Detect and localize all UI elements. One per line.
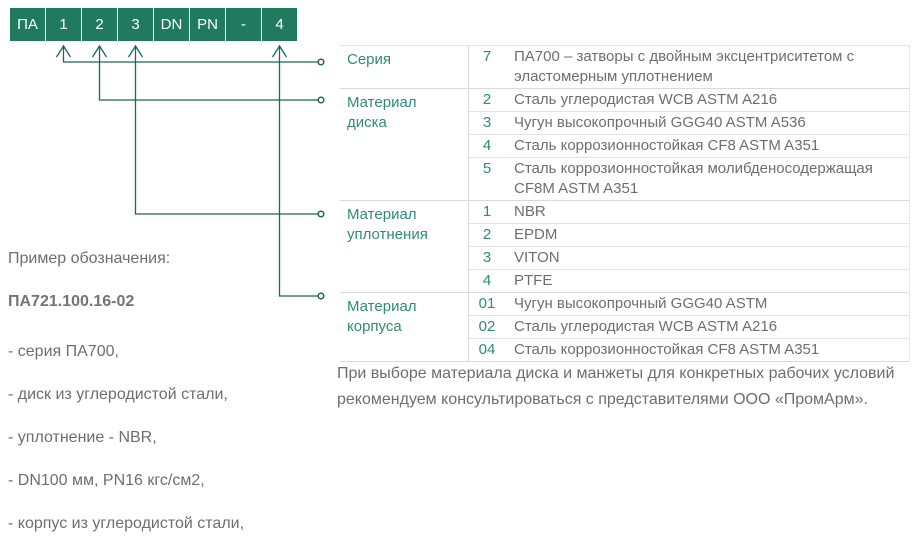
- table-row: [469, 269, 909, 292]
- example-block: [8, 249, 328, 557]
- example-item: - DN100 мм, PN16 кгс/см2,: [8, 472, 205, 489]
- spec-group: [340, 293, 909, 362]
- row-code: 2: [482, 91, 492, 108]
- connector-endpoint-dot: [318, 59, 324, 65]
- group-rows: [468, 201, 909, 292]
- row-code: 7: [482, 48, 492, 65]
- table-row: [469, 338, 909, 361]
- code-box-DN: DN: [154, 8, 189, 41]
- row-code: 1: [482, 203, 492, 220]
- row-code: 4: [482, 272, 492, 289]
- row-desc: VITON: [514, 249, 560, 266]
- connector-endpoint-dot: [318, 211, 324, 217]
- up-arrow-icon: [57, 46, 71, 57]
- table-row: [469, 315, 909, 338]
- row-code: 02: [478, 318, 496, 335]
- table-row: [469, 111, 909, 134]
- spec-group: [340, 46, 909, 89]
- code-box-3: 3: [118, 8, 153, 41]
- connector-endpoint-dot: [318, 97, 324, 103]
- table-row: [469, 246, 909, 269]
- row-desc: NBR: [514, 203, 546, 220]
- note-text: При выборе материала диска и манжеты для конкретных рабочих условий рекомендуем консультироваться с представителями ООО «ПромАрм».: [337, 365, 895, 408]
- row-desc: Чугун высокопрочный GGG40 ASTM A536: [514, 114, 806, 131]
- code-box--: -: [226, 8, 261, 41]
- group-category-label: Материал диска: [347, 94, 417, 131]
- spec-group: [340, 89, 909, 201]
- row-desc: Сталь углеродистая WCB ASTM A216: [514, 91, 778, 108]
- code-box-2: 2: [82, 8, 117, 41]
- table-row: [469, 46, 909, 88]
- spec-table: [340, 45, 910, 362]
- example-item: - корпус из углеродистой стали,: [8, 515, 245, 532]
- row-desc: PTFE: [514, 272, 553, 289]
- spec-group: [340, 201, 909, 293]
- connector-seriya: [57, 46, 324, 65]
- row-code: 2: [482, 226, 492, 243]
- code-box-4: 4: [262, 8, 297, 41]
- example-title: Пример обозначения:: [8, 250, 171, 267]
- example-code: ПА721.100.16-02: [8, 293, 135, 310]
- group-category-label: Материал уплотнения: [347, 206, 428, 243]
- row-code: 04: [478, 341, 496, 358]
- table-row: [469, 223, 909, 246]
- table-row: [469, 89, 909, 111]
- group-category-label: Серия: [347, 51, 392, 68]
- row-desc: Сталь коррозионностойкая CF8 ASTM A351: [514, 341, 820, 358]
- designation-code-row: [10, 8, 297, 41]
- row-desc: Сталь коррозионностойкая молибденосодержащая CF8M ASTM A351: [514, 160, 873, 197]
- table-row: [469, 134, 909, 157]
- up-arrow-icon: [93, 46, 107, 57]
- group-category-label: Материал корпуса: [347, 298, 417, 335]
- row-code: 01: [478, 295, 496, 312]
- row-code: 3: [482, 114, 492, 131]
- table-row: [469, 157, 909, 200]
- row-desc: Чугун высокопрочный GGG40 ASTM: [514, 295, 768, 312]
- code-box-PN: PN: [190, 8, 225, 41]
- group-rows: [468, 293, 909, 361]
- row-desc: Сталь коррозионностойкая CF8 ASTM A351: [514, 137, 820, 154]
- table-row: [469, 293, 909, 315]
- group-rows: [468, 89, 909, 200]
- code-box-ПА: ПА: [10, 8, 45, 41]
- example-item: - серия ПА700,: [8, 343, 119, 360]
- example-items: [8, 342, 328, 534]
- up-arrow-icon: [129, 46, 143, 57]
- table-row: [469, 201, 909, 223]
- row-code: 5: [482, 160, 492, 177]
- row-code: 4: [482, 137, 492, 154]
- row-desc: Сталь углеродистая WCB ASTM A216: [514, 318, 778, 335]
- example-item: - уплотнение - NBR,: [8, 429, 157, 446]
- row-desc: EPDM: [514, 226, 558, 243]
- example-item: - диск из углеродистой стали,: [8, 386, 228, 403]
- row-desc: ПА700 – затворы с двойным эксцентриситетом с эластомерным уплотнением: [514, 48, 855, 85]
- row-code: 3: [482, 249, 492, 266]
- connector-seal-material: [129, 46, 324, 217]
- up-arrow-icon: [273, 46, 287, 57]
- connector-disk-material: [93, 46, 324, 103]
- group-rows: [468, 46, 909, 88]
- code-box-1: 1: [46, 8, 81, 41]
